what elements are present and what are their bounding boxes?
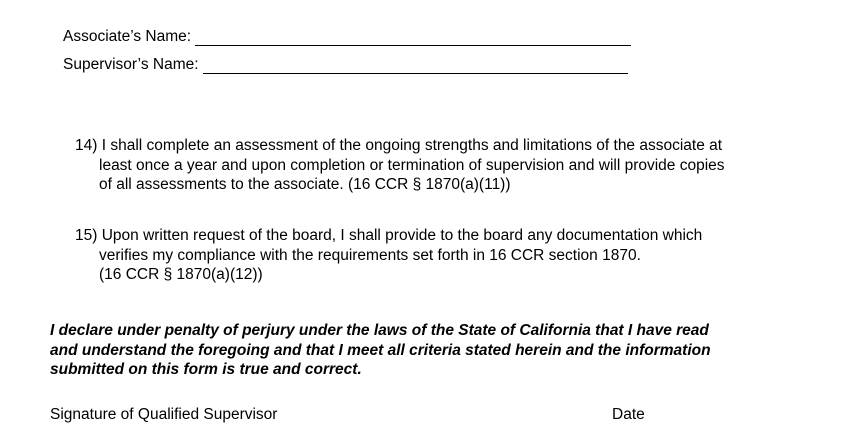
item-14-line-1: [75, 136, 775, 156]
associate-name-field[interactable]: [195, 29, 631, 46]
associate-name-label: Associate’s Name:: [63, 28, 192, 45]
signature-label: Signature of Qualified Supervisor: [50, 406, 278, 423]
item-15-line-1: [75, 226, 775, 246]
perjury-declaration: [50, 321, 790, 380]
supervisor-name-field[interactable]: [203, 57, 628, 74]
supervisor-name-row: [63, 56, 628, 74]
item-15-text-1: Upon written request of the board, I shall provide to the board any documentation which: [101, 227, 703, 244]
associate-name-row: [63, 28, 631, 46]
item-14-text-1: I shall complete an assessment of the ongoing strengths and limitations of the associate at: [101, 137, 723, 154]
item-14-line-2: least once a year and upon completion or termination of supervision and will provide copies: [99, 156, 725, 174]
item-14-number: 14): [75, 137, 98, 154]
declaration-line-2: and understand the foregoing and that I meet all criteria stated herein and the information: [50, 341, 711, 359]
item-15: [75, 226, 775, 285]
item-15-number: 15): [75, 227, 98, 244]
declaration-line-1: I declare under penalty of perjury under the laws of the State of California that I have read: [50, 322, 709, 339]
item-14-line-3: of all assessments to the associate. (16 CCR § 1870(a)(11)): [99, 176, 511, 193]
supervisor-name-label: Supervisor’s Name:: [63, 56, 199, 73]
declaration-line-3: submitted on this form is true and correct.: [50, 361, 362, 378]
item-15-line-3: (16 CCR § 1870(a)(12)): [99, 266, 263, 283]
item-14: [75, 136, 775, 195]
date-label: Date: [612, 406, 645, 423]
item-15-line-2: verifies my compliance with the requirements set forth in 16 CCR section 1870.: [99, 246, 641, 264]
